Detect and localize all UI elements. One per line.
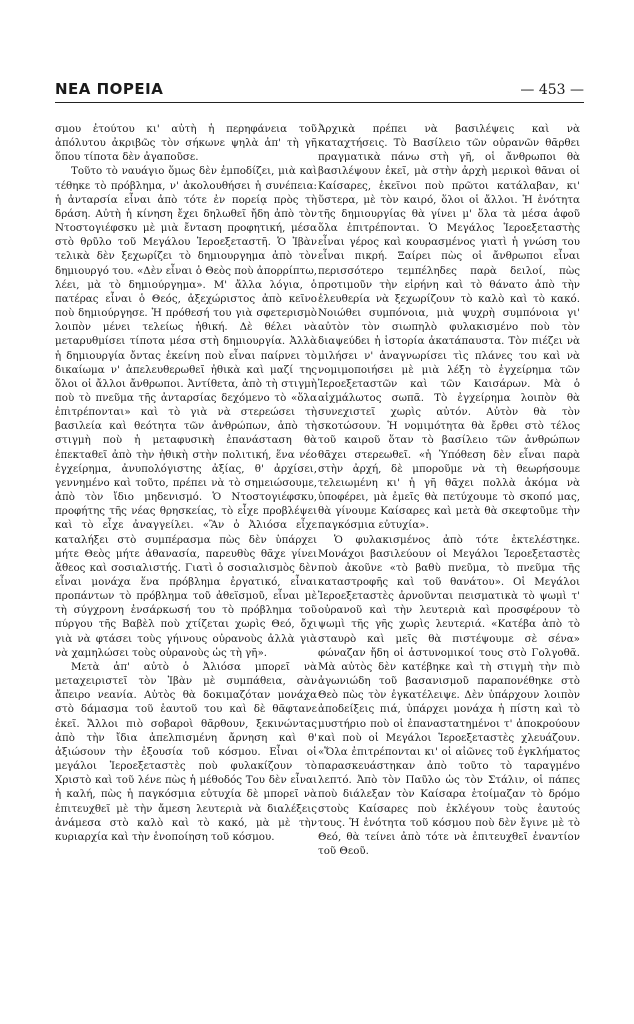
paragraph: σμου ἐτούτου κι' αὐτὴ ἡ περηφάνεια τοῦ ἀπόλυτου ἀκριβῶς τὸν σήκωνε ψηλὰ ἀπ' τὴ γῆ ὅπου τίποτα δὲν ἀγαποῦσε. xyxy=(55,123,317,164)
journal-title: ΝΕΑ ΠΟΡΕΙΑ xyxy=(55,80,164,98)
left-column xyxy=(55,122,317,844)
paragraph: Ἀρχικὰ πρέπει νὰ βασιλέψεις καὶ νὰ καταχτήσεις. Τὸ Βασίλειο τῶν οὐρανῶν θᾶρθει πραγματικὰ πάνω στὴ γῆ, οἱ ἄνθρωποι θὰ βασιλέψουν ἐκεῖ, μὰ στὴν ἀρχὴ μερικοὶ θᾶναι οἱ Καίσαρες, ἐκεῖνοι ποὺ πρῶτοι κατάλαβαν, κι' ὕστερα, μὲ τὸν καιρό, ὅλοι οἱ ἄλλοι. Ἡ ἑνότητα τῆς δημιουργίας θὰ γίνει μ' ὅλα τὰ μέσα ἀφοῦ ὅλα ἐπιτρέπονται. Ὁ Μεγάλος Ἱεροεξεταστὴς εἶναι γέρος καὶ κουρασμένος γιατὶ ἡ γνώση του εἶναι πικρή. Ξαίρει πὼς οἱ ἄνθρωποι εἶναι περισσότερο τεμπέληδες παρὰ δειλοί, πὼς προτιμοῦν τὴν εἰρήνη καὶ τὸ θάνατο ἀπὸ τὴν ἐλευθερία νὰ ξεχωρίζουν τὸ καλὸ καὶ τὸ κακό. Νοιώθει συμπόνοια, μιὰ ψυχρὴ συμπόνοια γι' αὐτὸν τὸν σιωπηλὸ φυλακισμένο ποὺ τὸν διαψεύδει ἡ ἱστορία ἀκατάπαυστα. Τὸν πιέζει νὰ μιλήσει ν' ἀναγνωρίσει τὶς πλάνες του καὶ νὰ νομιμοποιήσει μὲ μιὰ λέξη τὸ ἐγχείρημα τῶν Ἱεροεξεταστῶν καὶ τῶν Καισάρων. Μὰ ὁ αἰχμάλωτος σωπᾶ. Τὸ ἐγχείρημα λοιπὸν θὰ συνεχιστεῖ χωρὶς αὐτόν. Αὐτὸν θὰ τὸν σκοτώσουν. Ἡ νομιμότητα θὰ ἔρθει στὸ τέλος τοῦ καιροῦ ὅταν τὸ βασίλειο τῶν ἀνθρώπων θᾶχει στερεωθεῖ. «ἡ Ὑπόθεση δὲν εἶναι παρὰ στὴν ἀρχή, δὲ μποροῦμε νὰ τὴ θεωρήσουμε τελειωμένη κι' ἡ γῆ θᾶχει πολλὰ ἀκόμα νὰ ὑποφέρει, μὰ ἐμεῖς θὰ πετύχουμε τὸ σκοπό μας, θὰ γίνουμε Καίσαρες καὶ μετὰ θὰ σκεφτοῦμε τὴν παγκόσμια εὐτυχία». xyxy=(318,123,580,532)
page-number: — 453 — xyxy=(520,82,584,98)
paragraph: Τοῦτο τὸ ναυάγιο ὅμως δὲν ἐμποδίζει, μιὰ καὶ τέθηκε τὸ πρόβλημα, ν' ἀκολουθήσει ἡ συνέπεια: ἡ ἀνταρσία εἶναι ἀπὸ τότε ἐν πορείᾳ πρὸς τὴ δράση. Αὐτὴ ἡ κίνηση ἔχει δηλωθεῖ ἤδη ἀπὸ τὸν Ντοστογιέφσκυ μὲ μιὰ ἔνταση προφητική, μέσα στὸ θρῦλο τοῦ Μεγάλου Ἱεροεξεταστῆ. Ὁ Ἰβὰν τελικὰ δὲν ξεχωρίζει τὸ δημιουργημα ἀπὸ τὸν δημιουργό του. «Δὲν εἶναι ὁ Θεὸς ποὺ ἀπορρίπτω, λέει, μὰ τὸ δημιούργημα». Μ' ἄλλα λόγια, ὁ πατέρας εἶναι ὁ Θεός, ἀξεχώριστος ἀπὸ κεῖνο ποὺ δημιούργησε. Ἡ πρόθεσή του γιὰ σφετερισμὸ λοιπὸν μένει τελείως ἠθική. Δὲ θέλει νὰ μεταρυθμίσει τίποτα μέσα στὴ δημιουργία. Ἀλλὰ ἡ δημιουργία ὄντας ἐκείνη ποὺ εἶναι παίρνει τὸ δικαίωμα ν' ἀπελευθερωθεῖ ἠθικὰ καὶ μαζί της ὅλοι οἱ ἄλλοι ἄνθρωποι. Ἀντίθετα, ἀπὸ τὴ στιγμὴ ποὺ τὸ πνεῦμα τῆς ἀνταρσίας δεχόμενο τὸ «ὅλα ἐπιτρέπονται» καὶ τὸ γιὰ νὰ στερεώσει τὴ βασιλεία καὶ θεότητα τῶν ἀνθρώπων, ἀπὸ τὴ στιγμὴ ποὺ ἡ μεταφυσικὴ ἐπανάσταση θὰ ἐπεκταθεῖ ἀπὸ τὴν ἠθικὴ στὴν πολιτική, ἕνα νέο ἐγχείρημα, ἀνυπολόγιστης ἀξίας, θ' ἀρχίσει, γεννημένο καὶ τοῦτο, πρέπει νὰ τὸ σημειώσουμε, ἀπὸ τὸν ἴδιο μηδενισμό. Ὁ Ντοστογιέφσκυ, προφήτης τῆς νέας θρησκείας, τὸ εἶχε προβλέψει καὶ τὸ εἶχε ἀναγγείλει. «Ἂν ὁ Ἀλιόσα εἶχε καταλήξει στὸ συμπέρασμα πὼς δὲν ὑπάρχει μήτε Θεὸς μήτε ἀθανασία, παρευθὺς θᾶχε γίνει ἄθεος καὶ σοσιαλιστής. Γιατὶ ὁ σοσιαλισμὸς δὲν εἶναι μονάχα ἕνα πρόβλημα ἐργατικό, εἶναι προπάντων τὸ πρόβλημα τοῦ ἀθεϊσμοῦ, εἶναι μὲ τὴ σύγχρονη ἐνσάρκωσή του τὸ πρόβλημα τοῦ πύργου τῆς Βαβὲλ ποὺ χτίζεται χωρὶς Θεό, ὄχι γιὰ νὰ φτάσει τοὺς γήινους οὐρανοὺς ἀλλὰ γιὰ νὰ χαμηλώσει τοὺς οὐρανοὺς ὡς τὴ γῆ». xyxy=(55,165,317,659)
paragraph: Ὁ φυλακισμένος ἀπὸ τότε ἐκτελέστηκε. Μονάχοι βασιλεύουν οἱ Μεγάλοι Ἱεροεξεταστὲς ποὺ ἀκοῦνε «τὸ βαθὺ πνεῦμα, τὸ πνεῦμα τῆς καταστροφῆς καὶ τοῦ θανάτου». Οἱ Μεγάλοι Ἱεροεξεταστὲς ἀρνοῦνται πεισματικὰ τὸ ψωμὶ τ' οὐρανοῦ καὶ τὴν λευτεριὰ καὶ προσφέρουν τὸ ψωμὶ τῆς γῆς χωρὶς λευτεριά. «Κατέβα ἀπὸ τὸ σταυρὸ καὶ μεῖς θὰ πιστέψουμε σὲ σένα» φώναζαν ἤδη οἱ ἀστυνομικοί τους στὸ Γολγοθᾶ. Μὰ αὐτὸς δὲν κατέβηκε καὶ τὴ στιγμὴ τὴν πιὸ ἀγωνιώδη τοῦ βασανισμοῦ παραπονέθηκε στὸ Θεὸ πὼς τὸν ἐγκατέλειψε. Δὲν ὑπάρχουν λοιπὸν ἀποδείξεις πιά, ὑπάρχει μονάχα ἡ πίστη καὶ τὸ μυστήριο ποὺ οἱ ἐπαναστατημένοι τ' ἀποκρούουν καὶ ποὺ οἱ Μεγάλοι Ἱεροεξεταστὲς χλευάζουν. «Ὅλα ἐπιτρέπονται κι' οἱ αἰῶνες τοῦ ἐγκλήματος παρασκευάστηκαν ἀπὸ τοῦτο τὸ ταραγμένο λεπτό. Ἀπὸ τὸν Παῦλο ὡς τὸν Στάλιν, οἱ πάπες ποὺ διάλεξαν τὸν Καίσαρα ἑτοίμαζαν τὸ δρόμο στοὺς Καίσαρες ποὺ ἐκλέγουν τοὺς ἑαυτούς τους. Ἡ ἑνότητα τοῦ κόσμου ποὺ δὲν ἔγινε μὲ τὸ Θεό, θὰ τείνει ἀπὸ τότε νὰ ἐπιτευχθεῖ ἐναντίον τοῦ Θεοῦ. xyxy=(318,533,580,857)
right-column xyxy=(318,122,580,858)
paragraph: Μετὰ ἀπ' αὐτὸ ὁ Ἀλιόσα μπορεῖ νὰ μεταχειριστεῖ τὸν Ἰβὰν μὲ συμπάθεια, σὰν ἄπειρο νεανία. Αὐτὸς θὰ δοκιμαζόταν μονάχα στὸ δάμασμα τοῦ ἑαυτοῦ του καὶ δὲ θᾶφτανε ἐκεῖ. Ἄλλοι πιὸ σοβαροὶ θᾶρθουν, ξεκινώντας ἀπὸ τὴν ἴδια ἀπελπισμένη ἄρνηση καὶ θ' ἀξιώσουν τὴν ἐξουσία τοῦ κόσμου. Εἶναι οἱ μεγάλοι Ἱεροεξεταστὲς ποὺ φυλακίζουν τὸ Χριστὸ καὶ τοῦ λένε πὼς ἡ μέθοδός Του δὲν εἶναι ἡ καλή, πὼς ἡ παγκόσμια εὐτυχία δὲ μπορεῖ νὰ ἐπιτευχθεῖ μὲ τὴν ἄμεση λευτεριὰ νὰ διαλέξεις ἀνάμεσα στὸ καλὸ καὶ τὸ κακό, μὰ μὲ τὴν κυριαρχία καὶ τὴν ἑνοποίηση τοῦ κόσμου. xyxy=(55,660,317,843)
running-header xyxy=(55,74,584,103)
